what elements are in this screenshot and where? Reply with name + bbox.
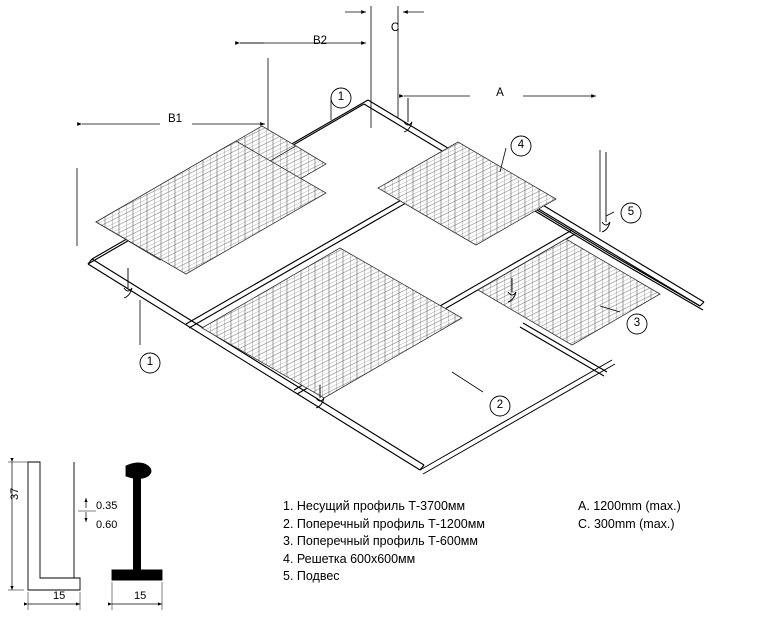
- balloon-1-left: 1: [146, 356, 154, 368]
- legend-dim-c: C. 300mm (max.): [578, 516, 675, 531]
- legend-parts-list: [283, 498, 485, 586]
- legend-item-2: 2. Поперечный профиль Т-1200мм: [283, 516, 485, 531]
- legend-item-5: 5. Подвес: [283, 569, 340, 583]
- balloon-5: 5: [627, 206, 635, 218]
- balloon-2: 2: [496, 399, 504, 411]
- axis-label-b1: B1: [167, 113, 183, 125]
- axis-label-a: A: [496, 87, 504, 99]
- legend-dim-a: A. 1200mm (max.): [578, 499, 681, 513]
- dim-height-37: 37: [9, 487, 21, 500]
- dim-thick-060: 0.60: [96, 519, 118, 531]
- axis-label-b2: B2: [312, 35, 328, 47]
- dim-thin-035: 0.35: [96, 500, 118, 512]
- balloon-1-top: 1: [337, 91, 345, 103]
- dim-width-left-15: 15: [53, 590, 66, 602]
- dim-width-right-15: 15: [134, 590, 147, 602]
- balloon-3: 3: [633, 317, 641, 329]
- balloon-4: 4: [517, 139, 525, 151]
- legend-item-4: 4. Решетка 600х600мм: [283, 551, 416, 566]
- legend-item-3: 3. Поперечный профиль Т-600мм: [283, 534, 478, 548]
- axis-label-c: C: [390, 22, 400, 34]
- legend-item-1: 1. Несущий профиль Т-3700мм: [283, 499, 466, 513]
- legend-dimensions-list: [578, 498, 681, 533]
